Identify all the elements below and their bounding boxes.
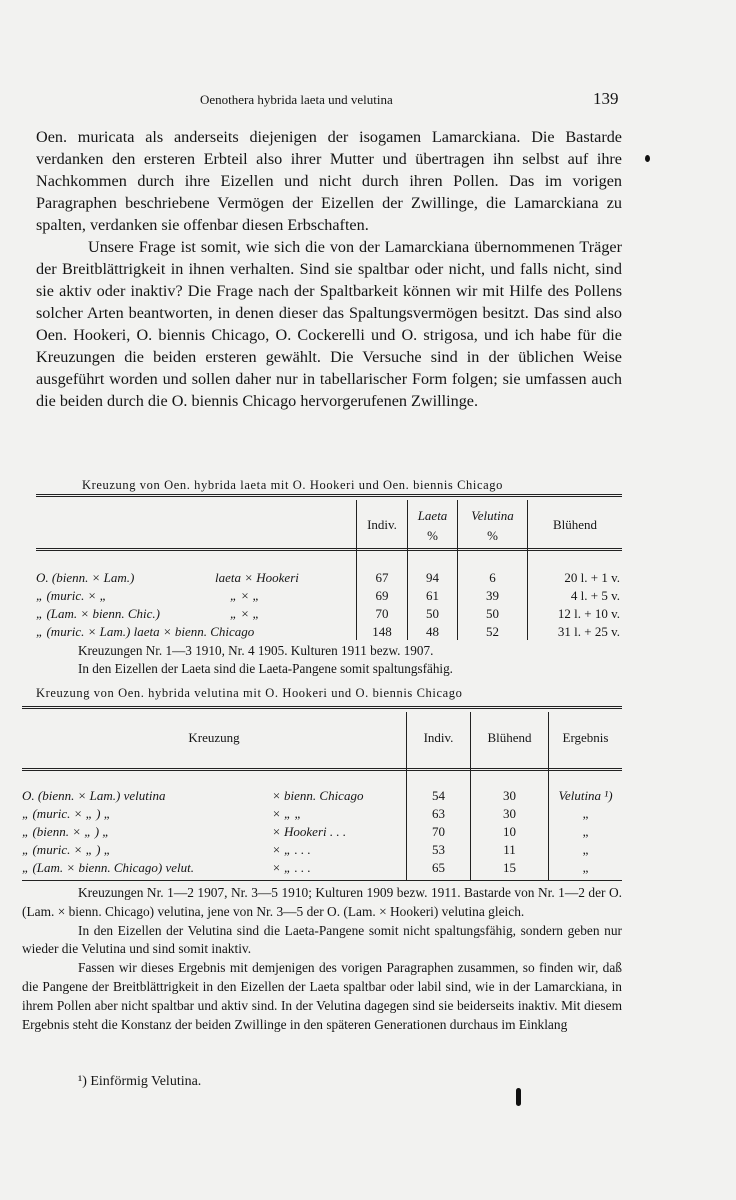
table1-laeta: 61	[426, 588, 439, 603]
table2-conclusion: In den Eizellen der Velutina sind die Laeta-Pangene somit nicht spaltungsfähig, sondern geben nur wieder die Velutina und sind somit inaktiv.	[22, 922, 622, 957]
table2-cross-left: „ (bienn. × „ ) „	[22, 824, 110, 839]
table2-bluehend: 30	[503, 806, 516, 821]
table1-note: Kreuzungen Nr. 1—3 1910, Nr. 4 1905. Kulturen 1911 bezw. 1907.	[78, 643, 434, 658]
running-title: Oenothera hybrida laeta und velutina	[200, 92, 393, 107]
table1-velutina: 52	[486, 624, 499, 639]
table1-cross: „ (muric. × „	[36, 588, 107, 603]
table1-title: Kreuzung von Oen. hybrida laeta mit O. Hookeri und Oen. biennis Chicago	[82, 478, 503, 492]
table1-header-indiv: Indiv.	[367, 517, 397, 532]
print-speck	[516, 1088, 521, 1106]
table2-ergebnis: Velutina ¹)	[558, 788, 613, 803]
paragraph-1: Oen. muricata als anderseits diejenigen der isogamen Lamarckiana. Die Bastarde verdanken den ersteren Erbteil also ihrer Mutter und übertragen ihn selbst auf ihre Nachkommen durch ihre Eizellen und nicht durch ihren Pollen. Das im vorigen Paragraphen beschriebene Vermögen der Eizellen der Zwillinge, die Lamarckiana zu spalten, verdanken sie offenbar diesen Erbschaften.	[36, 128, 622, 234]
table2-cross-left: „ (muric. × „ ) „	[22, 806, 111, 821]
table2-header-bluehend: Blühend	[487, 730, 532, 745]
table2-bluehend: 10	[503, 824, 516, 839]
table2-cross-right: × bienn. Chicago	[272, 788, 364, 803]
table2-header-kreuzung: Kreuzung	[188, 730, 240, 745]
paragraph-2: Unsere Frage ist somit, wie sich die von der Lamarckiana übernommenen Träger der Breitblättrigkeit in ihnen verhalten. Sind sie spaltbar oder nicht, und falls nicht, sind sie aktiv oder inaktiv? Die Frage nach der Spaltbarkeit können wir mit Hilfe des Pollens solcher Arten beantworten, in denen dieser das Spaltungsvermögen besitzt. Das sind also Oen. Hookeri, O. biennis Chicago, O. Cockerelli und O. strigosa, und ich habe für die Kreuzungen die beiden ersteren gewählt. Die Versuche sind in der üblichen Weise ausgeführt worden und sollen daher nur in tabellarischer Form folgen; sie umfassen auch die beiden durch die O. biennis Chicago hervorgerufenen Zwillinge.	[36, 238, 622, 410]
table2-cross-left: O. (bienn. × Lam.) velutina	[22, 788, 166, 803]
table2-ergebnis: „	[582, 860, 589, 875]
summary-paragraph: Fassen wir dieses Ergebnis mit demjenigen des vorigen Paragraphen zusammen, so finden wir, daß die Pangene der Breitblättrigkeit in den Eizellen der Laeta spaltbar oder labil sind, wie in der Lamarckiana, in ihrem Pollen aber nicht spaltbar und aktiv sind. In der Velutina dagegen sind sie beiderseits inaktiv. Mit diesem Ergebnis steht die Konstanz der beiden Zwillinge in den späteren Generationen durchaus im Einklang	[22, 960, 622, 1032]
table2-cross-left: „ (muric. × „ ) „	[22, 842, 111, 857]
table1-header-laeta: Laeta	[417, 508, 448, 523]
table1-laeta: 48	[426, 624, 439, 639]
table2-bottom-rule	[22, 880, 622, 881]
table1-header-bluehend: Blühend	[552, 517, 598, 532]
table2-bluehend: 30	[503, 788, 516, 803]
table1-cross: „ (muric. × Lam.) laeta × bienn. Chicago	[36, 624, 255, 639]
table1-header-velutina-unit: %	[487, 528, 498, 543]
table1-cross: „ (Lam. × bienn. Chic.)	[36, 606, 160, 621]
table1-indiv: 148	[372, 624, 392, 639]
table1-velutina: 50	[486, 606, 499, 621]
table2-cross-right: × „ . . .	[272, 860, 311, 875]
table1-indiv: 69	[375, 588, 389, 603]
table2-top-rule	[22, 706, 622, 709]
table1-bluehend: 4 l. + 5 v.	[570, 588, 620, 603]
table2-indiv: 70	[432, 824, 445, 839]
table2-header-indiv: Indiv.	[423, 730, 454, 745]
table2-cross-right: × „ . . .	[272, 842, 311, 857]
table1-conclusion: In den Eizellen der Laeta sind die Laeta-Pangene somit spaltungsfähig.	[78, 661, 453, 676]
table2-indiv: 63	[432, 806, 445, 821]
table2-ergebnis: „	[582, 842, 589, 857]
table1-laeta: 94	[426, 570, 439, 585]
table2-note: Kreuzungen Nr. 1—2 1907, Nr. 3—5 1910; Kulturen 1909 bezw. 1911. Bastarde von Nr. 1—2 der O. (Lam. × bienn. Chicago) velutina, jene von Nr. 3—5 der O. (Lam. × Hookeri) velutina gleich.	[22, 885, 622, 919]
table1-header-rule	[36, 548, 622, 551]
table2-ergebnis: „	[582, 824, 589, 839]
page-number: 139	[593, 89, 619, 108]
table2-header-rule	[22, 768, 622, 771]
table2-title: Kreuzung von Oen. hybrida velutina mit O. Hookeri und O. biennis Chicago	[36, 686, 463, 700]
table1-cross: O. (bienn. × Lam.)	[36, 570, 135, 585]
table1-bluehend: 12 l. + 10 v.	[557, 606, 620, 621]
table1-laeta: 50	[426, 606, 439, 621]
table1-form: „ × „	[230, 588, 260, 603]
table2-cross-right: × „ „	[272, 806, 302, 821]
closing-text	[22, 884, 622, 1034]
table1-indiv: 67	[375, 570, 389, 585]
table1-velutina: 39	[486, 588, 499, 603]
table1-form: laeta × Hookeri	[215, 570, 299, 585]
footnote: ¹) Einförmig Velutina.	[78, 1074, 202, 1089]
table1-velutina: 6	[489, 570, 496, 585]
table2-cross-left: „ (Lam. × bienn. Chicago) velut.	[22, 860, 194, 875]
table2-ergebnis: „	[582, 806, 589, 821]
table2-indiv: 65	[432, 860, 445, 875]
table1-bluehend: 20 l. + 1 v.	[564, 570, 620, 585]
table2-header-ergebnis: Ergebnis	[562, 730, 609, 745]
table2-indiv: 54	[432, 788, 445, 803]
table2-indiv: 53	[432, 842, 445, 857]
body-text	[36, 126, 622, 412]
table1-indiv: 70	[375, 606, 389, 621]
table2-cross-right: × Hookeri . . .	[272, 824, 347, 839]
table1-header-laeta-unit: %	[427, 528, 438, 543]
print-speck	[645, 155, 650, 162]
table1-top-rule	[36, 494, 622, 497]
table1-header-velutina: Velutina	[471, 508, 514, 523]
table2-bluehend: 11	[503, 842, 516, 857]
table1-bluehend: 31 l. + 25 v.	[557, 624, 620, 639]
table2-bluehend: 15	[503, 860, 516, 875]
table1-form: „ × „	[230, 606, 260, 621]
